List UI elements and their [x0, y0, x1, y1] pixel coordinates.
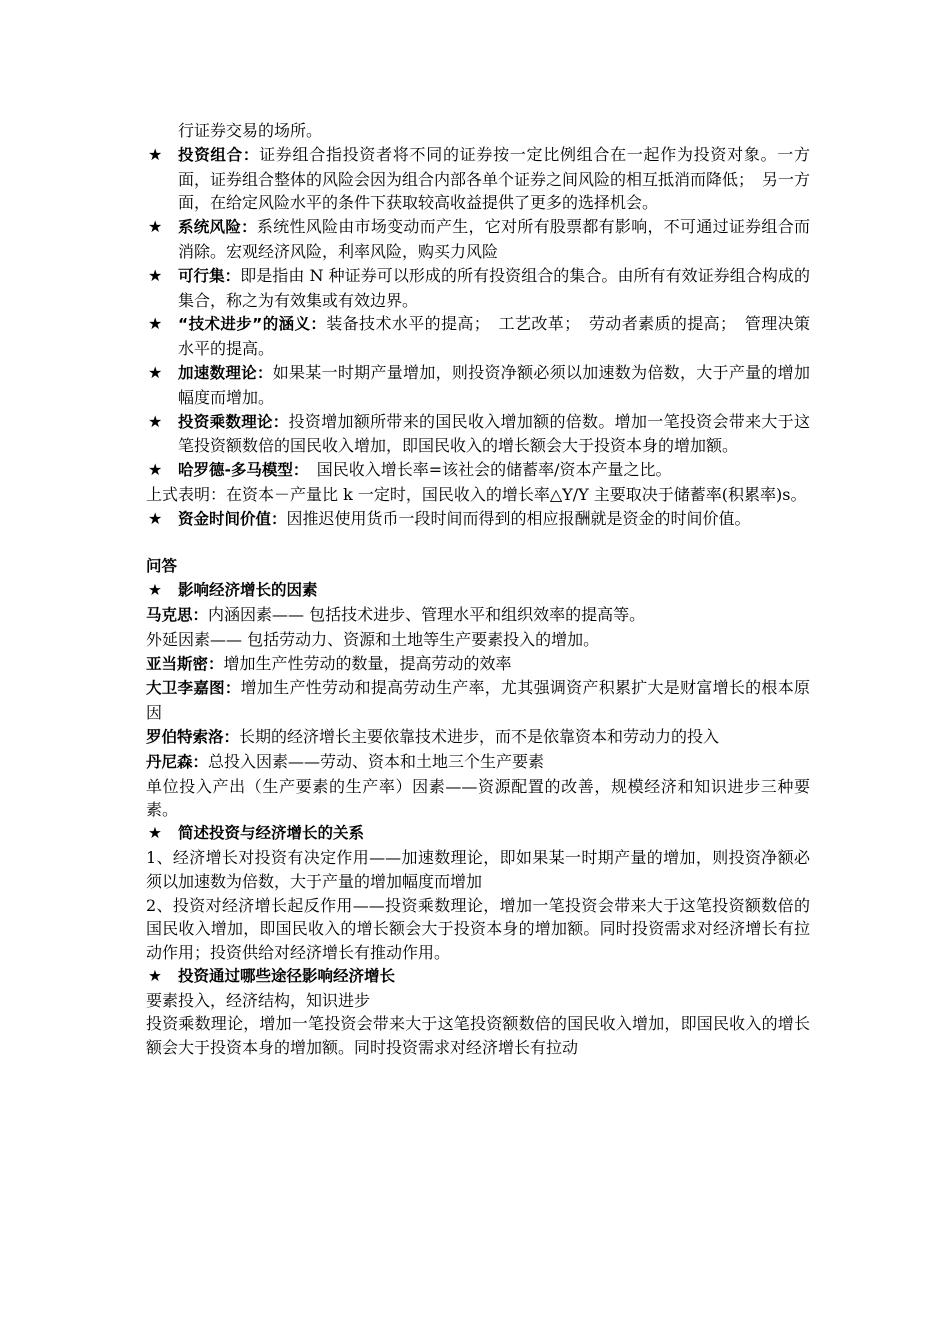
star-bullet-icon: ★	[148, 144, 163, 164]
star-bullet-icon: ★	[148, 314, 163, 334]
question-title: 影响经济增长的因素	[178, 581, 318, 600]
term-label: 资金时间价值：	[178, 509, 287, 528]
term-text: 投资增加额所带来的国民收入增加额的倍数。增加一笔投资会带来大于这笔投资额数倍的国民收入增加，即国民收入的增长额会大于投资本身的增加额。	[178, 411, 810, 456]
term-text: 即是指由 N 种证券可以形成的所有投资组合的集合。由所有有效证券组合构成的集合，称之为有效集或有效边界。	[178, 265, 810, 310]
answer-line	[146, 775, 810, 823]
answer-line: 投资乘数理论，增加一笔投资会带来大于这笔投资额数倍的国民收入增加，即国民收入的增长额会大于投资本身的增加额。同时投资需求对经济增长有拉动	[146, 1014, 810, 1058]
answer-line	[146, 750, 810, 775]
blank-line	[146, 532, 810, 556]
answer-term: 大卫李嘉图：	[146, 679, 241, 698]
harrod-note: 上式表明：在资本－产量比 k 一定时，国民收入的增长率△Y/Y 主要取决于储蓄率(积累率)s。	[146, 484, 807, 504]
answer-text: 外延因素—— 包括劳动力、资源和土地等生产要素投入的增加。	[146, 629, 600, 649]
definition-portfolio	[146, 143, 810, 215]
term-label: 系统风险：	[178, 218, 257, 237]
term-label: 可行集：	[178, 266, 241, 285]
answer-text: 内涵因素—— 包括技术进步、管理水平和组织效率的提高等。	[208, 604, 646, 624]
answer-line	[146, 603, 810, 628]
term-text: 如果某一时期产量增加，则投资净额必须以加速数为倍数，大于产量的增加幅度而增加。	[178, 362, 810, 407]
star-bullet-icon: ★	[148, 581, 162, 600]
term-text: 证券组合指投资者将不同的证券按一定比例组合在一起作为投资对象。一方面，证券组合整体的风险会因为组合内部各单个证券之间风险的相互抵消而降低； 另一方面，在给定风险水平的条件下获取较高收益提供了更多的选择机会。	[178, 144, 811, 213]
star-bullet-icon: ★	[148, 217, 163, 237]
term-text: 国民收入增长率=该社会的储蓄率/资本产量之比。	[300, 460, 672, 480]
qa-heading: 问答	[146, 557, 178, 576]
answer-text: 增加生产性劳动的数量，提高劳动的效率	[223, 653, 512, 673]
star-bullet-icon: ★	[148, 508, 163, 528]
top-continuation: 行证券交易的场所。	[178, 121, 323, 140]
answer-text: 增加生产性劳动和提高劳动生产率，尤其强调资产积累扩大是财富增长的根本原因	[146, 678, 810, 723]
question-heading-1	[146, 579, 810, 603]
term-label: “技术进步”的涵义：	[178, 315, 327, 334]
star-bullet-icon: ★	[148, 362, 163, 382]
star-bullet-icon: ★	[148, 966, 162, 985]
definition-harrod-domar	[146, 458, 810, 483]
answer-text: 长期的经济增长主要依靠技术进步，而不是依靠资本和劳动力的投入	[239, 726, 720, 746]
question-heading-2	[146, 822, 810, 846]
term-text: 因推迟使用货币一段时间而得到的相应报酬就是资金的时间价值。	[286, 508, 751, 528]
question-title: 简述投资与经济增长的关系	[178, 824, 365, 843]
question-title: 投资通过哪些途径影响经济增长	[178, 966, 396, 985]
definition-tech-progress	[146, 312, 810, 361]
answer-term: 马克思：	[146, 605, 209, 624]
question-heading-3	[146, 965, 810, 989]
answer-term: 亚当斯密：	[146, 654, 224, 673]
answer-text: 单位投入产出（生产要素的生产率）因素——资源配置的改善，规模经济和知识进步三种要素。	[146, 776, 810, 820]
term-label: 投资组合：	[178, 145, 260, 164]
answer-line: 1、经济增长对投资有决定作用——加速数理论，即如果某一时期产量的增加，则投资净额必须以加速数为倍数，大于产量的增加幅度而增加	[146, 847, 810, 891]
star-bullet-icon: ★	[148, 411, 163, 431]
star-bullet-icon: ★	[148, 824, 162, 843]
term-text: 系统性风险由市场变动而产生，它对所有股票都有影响，不可通过证券组合而消除。宏观经济风险，利率风险，购买力风险	[178, 217, 810, 261]
answer-term: 罗伯特索洛：	[146, 727, 240, 746]
answer-text: 总投入因素——劳动、资本和土地三个生产要素	[208, 751, 545, 771]
term-label: 哈罗德-多马模型：	[178, 461, 301, 480]
star-bullet-icon: ★	[148, 265, 163, 285]
answer-line	[146, 725, 810, 750]
answer-line	[146, 676, 810, 725]
answer-line	[146, 652, 810, 677]
definition-accelerator	[146, 361, 810, 410]
answer-line: 2、投资对经济增长起反作用——投资乘数理论，增加一笔投资会带来大于这笔投资额数倍的国民收入增加，即国民收入的增长额会大于投资本身的增加额。同时投资需求对经济增长有拉动作用；投资供给对经济增长有推动作用。	[146, 895, 810, 963]
answer-term: 丹尼森：	[146, 752, 209, 771]
star-bullet-icon: ★	[148, 460, 163, 480]
definition-time-value	[146, 507, 810, 532]
answer-line: 要素投入，经济结构，知识进步	[146, 990, 371, 1010]
term-label: 投资乘数理论：	[178, 412, 289, 431]
definition-multiplier	[146, 410, 810, 459]
definition-feasible-set	[146, 264, 810, 313]
answer-line	[146, 628, 810, 652]
term-label: 加速数理论：	[178, 363, 273, 382]
definition-systematic-risk	[146, 215, 810, 264]
document-page	[146, 119, 810, 1060]
term-text: 装备技术水平的提高； 工艺改革； 劳动者素质的提高； 管理决策水平的提高。	[178, 314, 810, 359]
